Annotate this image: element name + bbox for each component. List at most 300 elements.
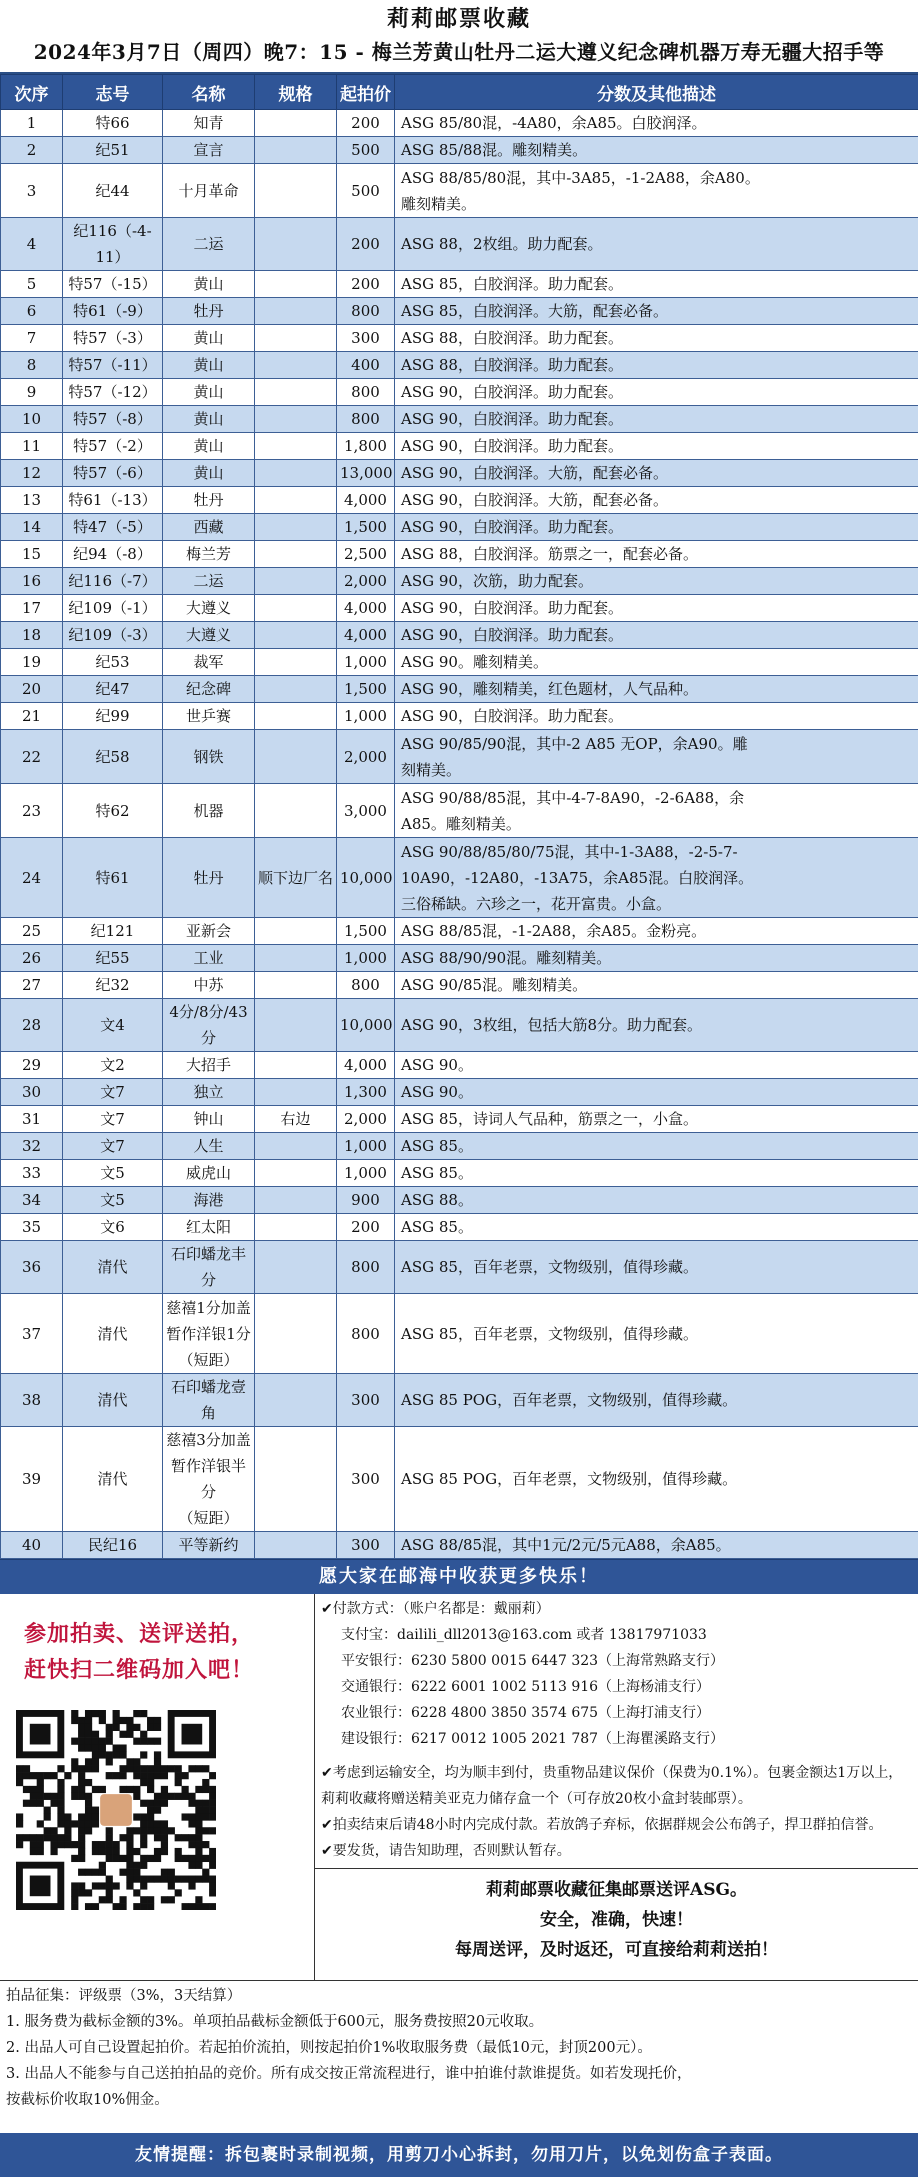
lot-name bbox=[163, 1160, 255, 1187]
lot-spec bbox=[255, 406, 337, 433]
lot-spec bbox=[255, 541, 337, 568]
lot-desc bbox=[395, 838, 918, 918]
lot-name-line: 红太阳 bbox=[166, 1214, 251, 1240]
lot-price: 1,500 bbox=[337, 514, 395, 541]
rule-line: 3. 出品人不能参与自己送拍拍品的竞价。所有成交按正常流程进行，谁中拍谁付款谁提货。如若发现托价， bbox=[6, 2061, 912, 2087]
table-row bbox=[1, 784, 918, 838]
lot-desc-line: ASG 85 POG，百年老票，文物级别，值得珍藏。 bbox=[401, 1387, 914, 1413]
lot-desc-line: ASG 85 POG，百年老票，文物级别，值得珍藏。 bbox=[401, 1466, 914, 1492]
lot-price: 200 bbox=[337, 218, 395, 271]
table-row bbox=[1, 918, 918, 945]
lot-code: 纪116（-7） bbox=[63, 568, 163, 595]
lot-desc bbox=[395, 487, 918, 514]
lot-price: 1,000 bbox=[337, 945, 395, 972]
lot-code: 民纪16 bbox=[63, 1532, 163, 1559]
lot-price: 4,000 bbox=[337, 487, 395, 514]
lot-name bbox=[163, 676, 255, 703]
lot-desc-line: ASG 85/80混，-4A80，余A85。白胶润泽。 bbox=[401, 110, 914, 136]
lot-desc-line: ASG 85/88混。雕刻精美。 bbox=[401, 137, 914, 163]
lot-spec bbox=[255, 999, 337, 1052]
lot-desc bbox=[395, 1133, 918, 1160]
lot-number: 24 bbox=[1, 838, 63, 918]
promo-text bbox=[0, 1594, 314, 1688]
lot-number: 12 bbox=[1, 460, 63, 487]
lot-name-line: 暂作洋银1分 bbox=[166, 1321, 251, 1347]
lot-name bbox=[163, 1214, 255, 1241]
lot-name-line: 独立 bbox=[166, 1079, 251, 1105]
lot-desc bbox=[395, 1241, 918, 1294]
table-row bbox=[1, 595, 918, 622]
lot-name bbox=[163, 1052, 255, 1079]
lot-desc-line: ASG 90/88/85/80/75混，其中-1-3A88，-2-5-7- bbox=[401, 839, 914, 865]
lot-desc-line: ASG 90，白胶润泽。助力配套。 bbox=[401, 514, 914, 540]
lot-code: 文2 bbox=[63, 1052, 163, 1079]
lot-name-line: 黄山 bbox=[166, 352, 251, 378]
lot-price: 1,300 bbox=[337, 1079, 395, 1106]
lot-number: 23 bbox=[1, 784, 63, 838]
lot-price: 10,000 bbox=[337, 838, 395, 918]
lot-spec bbox=[255, 568, 337, 595]
lot-table bbox=[0, 74, 918, 1559]
lot-spec bbox=[255, 1427, 337, 1532]
lot-name-line: 大遵义 bbox=[166, 595, 251, 621]
promo-line: 赶快扫二维码加入吧！ bbox=[24, 1652, 314, 1688]
table-row bbox=[1, 1374, 918, 1427]
header-spec: 规格 bbox=[255, 75, 337, 110]
lot-spec bbox=[255, 164, 337, 218]
lot-name bbox=[163, 730, 255, 784]
lot-code: 特57（-11） bbox=[63, 352, 163, 379]
lot-name-line: 十月革命 bbox=[166, 178, 251, 204]
lot-name bbox=[163, 1187, 255, 1214]
lot-name bbox=[163, 568, 255, 595]
table-row bbox=[1, 352, 918, 379]
table-row bbox=[1, 622, 918, 649]
lot-spec bbox=[255, 945, 337, 972]
asg-slogan bbox=[315, 1868, 918, 1980]
lot-desc-line: 三俗稀缺。六珍之一，花开富贵。小盒。 bbox=[401, 891, 914, 917]
lot-desc bbox=[395, 541, 918, 568]
lot-code: 特61（-9） bbox=[63, 298, 163, 325]
lot-name-line: 人生 bbox=[166, 1133, 251, 1159]
lot-number: 13 bbox=[1, 487, 63, 514]
lot-price: 10,000 bbox=[337, 999, 395, 1052]
lot-price: 800 bbox=[337, 972, 395, 999]
table-row bbox=[1, 1133, 918, 1160]
lot-number: 33 bbox=[1, 1160, 63, 1187]
lot-code: 纪116（-4-11） bbox=[63, 218, 163, 271]
table-row bbox=[1, 1052, 918, 1079]
lot-desc bbox=[395, 1079, 918, 1106]
lot-name-line: 黄山 bbox=[166, 433, 251, 459]
lot-desc-line: ASG 88/85/80混，其中-3A85，-1-2A88，余A80。 bbox=[401, 165, 914, 191]
lot-desc-line: ASG 90，白胶润泽。助力配套。 bbox=[401, 406, 914, 432]
lot-desc bbox=[395, 1160, 918, 1187]
table-row bbox=[1, 568, 918, 595]
lot-desc-line: ASG 88，白胶润泽。筋票之一，配套必备。 bbox=[401, 541, 914, 567]
lot-price: 200 bbox=[337, 271, 395, 298]
lot-spec bbox=[255, 1214, 337, 1241]
lot-name bbox=[163, 703, 255, 730]
table-row bbox=[1, 1214, 918, 1241]
lot-name-line: 知青 bbox=[166, 110, 251, 136]
header-code: 志号 bbox=[63, 75, 163, 110]
slogan-line: 安全，准确，快速！ bbox=[315, 1905, 918, 1935]
slogan-line: 每周送评，及时返还，可直接给莉莉送拍！ bbox=[315, 1935, 918, 1965]
lot-price: 800 bbox=[337, 1241, 395, 1294]
lot-desc-line: ASG 90/85/90混，其中-2 A85 无OP，余A90。雕 bbox=[401, 731, 914, 757]
lot-number: 37 bbox=[1, 1294, 63, 1374]
auction-rules bbox=[0, 1981, 918, 2133]
lot-number: 34 bbox=[1, 1187, 63, 1214]
lot-spec bbox=[255, 1532, 337, 1559]
lot-code: 特57（-8） bbox=[63, 406, 163, 433]
lot-desc bbox=[395, 622, 918, 649]
lot-price: 4,000 bbox=[337, 622, 395, 649]
payment-line: 平安银行：6230 5800 0015 6447 323（上海常熟路支行） bbox=[321, 1648, 912, 1674]
header-price: 起拍价 bbox=[337, 75, 395, 110]
lot-price: 1,000 bbox=[337, 703, 395, 730]
lot-table-body bbox=[1, 110, 918, 1559]
table-header-row bbox=[1, 75, 918, 110]
lot-price: 800 bbox=[337, 379, 395, 406]
lot-spec bbox=[255, 1079, 337, 1106]
lot-number: 15 bbox=[1, 541, 63, 568]
lot-desc-line: ASG 90，次筋，助力配套。 bbox=[401, 568, 914, 594]
lot-code: 清代 bbox=[63, 1294, 163, 1374]
lot-desc-line: ASG 90，白胶润泽。助力配套。 bbox=[401, 379, 914, 405]
lot-desc bbox=[395, 514, 918, 541]
lot-price: 800 bbox=[337, 406, 395, 433]
lot-name-line: 世乒赛 bbox=[166, 703, 251, 729]
table-row bbox=[1, 110, 918, 137]
lot-code: 纪109（-3） bbox=[63, 622, 163, 649]
payment-line: 农业银行：6228 4800 3850 3574 675（上海打浦支行） bbox=[321, 1700, 912, 1726]
lot-desc-line: ASG 90，白胶润泽。助力配套。 bbox=[401, 622, 914, 648]
lot-code: 文7 bbox=[63, 1133, 163, 1160]
lot-spec bbox=[255, 703, 337, 730]
lot-name-line: 慈禧1分加盖 bbox=[166, 1295, 251, 1321]
lot-desc bbox=[395, 1187, 918, 1214]
rule-line: 2. 出品人可自己设置起拍价。若起拍价流拍，则按起拍价1%收取服务费（最低10元，封顶200元）。 bbox=[6, 2035, 912, 2061]
lot-desc bbox=[395, 137, 918, 164]
lot-name-line: 牡丹 bbox=[166, 487, 251, 513]
lot-desc-line: A85。雕刻精美。 bbox=[401, 811, 914, 837]
payment-heading: ✔付款方式：（账户名都是：戴丽莉） bbox=[321, 1596, 912, 1622]
lot-desc-line: ASG 90，3枚组，包括大筋8分。助力配套。 bbox=[401, 1012, 914, 1038]
table-row bbox=[1, 1187, 918, 1214]
lot-name bbox=[163, 379, 255, 406]
lot-code: 文6 bbox=[63, 1214, 163, 1241]
lot-name bbox=[163, 487, 255, 514]
lot-desc-line: 刻精美。 bbox=[401, 757, 914, 783]
table-row bbox=[1, 164, 918, 218]
promo-panel bbox=[0, 1594, 315, 1980]
table-row bbox=[1, 379, 918, 406]
lot-spec bbox=[255, 1374, 337, 1427]
lot-name-line: 纪念碑 bbox=[166, 676, 251, 702]
lot-desc bbox=[395, 218, 918, 271]
lot-price: 1,800 bbox=[337, 433, 395, 460]
lot-name bbox=[163, 622, 255, 649]
table-row bbox=[1, 676, 918, 703]
lot-desc-line: ASG 88。 bbox=[401, 1187, 914, 1213]
lot-code: 纪47 bbox=[63, 676, 163, 703]
lot-name bbox=[163, 838, 255, 918]
lot-spec bbox=[255, 487, 337, 514]
rule-line: 按截标价收取10%佣金。 bbox=[6, 2087, 912, 2113]
lot-desc-line: ASG 88，白胶润泽。助力配套。 bbox=[401, 352, 914, 378]
header-order: 次序 bbox=[1, 75, 63, 110]
lot-name bbox=[163, 110, 255, 137]
lot-desc-line: ASG 85。 bbox=[401, 1214, 914, 1240]
lot-price: 800 bbox=[337, 298, 395, 325]
lot-code: 纪109（-1） bbox=[63, 595, 163, 622]
lot-spec bbox=[255, 325, 337, 352]
lot-price: 200 bbox=[337, 1214, 395, 1241]
lot-price: 500 bbox=[337, 137, 395, 164]
lot-desc bbox=[395, 649, 918, 676]
lot-name-line: 牡丹 bbox=[166, 298, 251, 324]
lot-desc bbox=[395, 1532, 918, 1559]
lot-price: 2,000 bbox=[337, 1106, 395, 1133]
lot-code: 文7 bbox=[63, 1106, 163, 1133]
table-row bbox=[1, 730, 918, 784]
lot-name bbox=[163, 541, 255, 568]
lot-name-line: 亚新会 bbox=[166, 918, 251, 944]
lot-name-line: 4分/8分/43分 bbox=[166, 999, 251, 1051]
lot-price: 1,000 bbox=[337, 1133, 395, 1160]
table-row bbox=[1, 433, 918, 460]
lot-number: 7 bbox=[1, 325, 63, 352]
qr-code[interactable] bbox=[16, 1710, 216, 1910]
lot-desc-line: ASG 90，白胶润泽。助力配套。 bbox=[401, 433, 914, 459]
lot-spec bbox=[255, 514, 337, 541]
lot-number: 19 bbox=[1, 649, 63, 676]
lot-desc bbox=[395, 298, 918, 325]
lot-price: 13,000 bbox=[337, 460, 395, 487]
lot-code: 文5 bbox=[63, 1160, 163, 1187]
lot-desc-line: ASG 85。 bbox=[401, 1133, 914, 1159]
table-row bbox=[1, 1106, 918, 1133]
table-row bbox=[1, 1427, 918, 1532]
lot-price: 800 bbox=[337, 1294, 395, 1374]
table-row bbox=[1, 460, 918, 487]
lot-desc-line: ASG 85，诗词人气品种，筋票之一，小盒。 bbox=[401, 1106, 914, 1132]
lot-desc-line: ASG 88/90/90混。雕刻精美。 bbox=[401, 945, 914, 971]
lot-price: 1,500 bbox=[337, 676, 395, 703]
lot-name bbox=[163, 325, 255, 352]
lot-name bbox=[163, 137, 255, 164]
lot-price: 4,000 bbox=[337, 595, 395, 622]
rule-line: 拍品征集：评级票（3%，3天结算） bbox=[6, 1983, 912, 2009]
lot-number: 28 bbox=[1, 999, 63, 1052]
payment-line: 支付宝：dailili_dll2013@163.com 或者 13817971033 bbox=[321, 1622, 912, 1648]
table-row bbox=[1, 137, 918, 164]
lot-number: 11 bbox=[1, 433, 63, 460]
lot-number: 38 bbox=[1, 1374, 63, 1427]
lot-name bbox=[163, 433, 255, 460]
lot-desc-line: ASG 88，2枚组。助力配套。 bbox=[401, 231, 914, 257]
lot-spec bbox=[255, 1133, 337, 1160]
lot-name bbox=[163, 271, 255, 298]
lot-name-line: 黄山 bbox=[166, 379, 251, 405]
lot-desc-line: ASG 90，白胶润泽。大筋，配套必备。 bbox=[401, 487, 914, 513]
lot-spec bbox=[255, 460, 337, 487]
lot-desc-line: ASG 90，雕刻精美，红色题材，人气品种。 bbox=[401, 676, 914, 702]
lot-desc-line: ASG 90，白胶润泽。助力配套。 bbox=[401, 703, 914, 729]
table-row bbox=[1, 1294, 918, 1374]
lot-desc-line: ASG 88/85混，其中1元/2元/5元A88，余A85。 bbox=[401, 1532, 914, 1558]
table-row bbox=[1, 325, 918, 352]
lot-spec bbox=[255, 676, 337, 703]
lot-price: 300 bbox=[337, 1374, 395, 1427]
page-title: 莉莉邮票收藏 bbox=[0, 0, 918, 34]
lot-code: 纪58 bbox=[63, 730, 163, 784]
lot-desc bbox=[395, 325, 918, 352]
lot-name-line: 黄山 bbox=[166, 325, 251, 351]
lot-code: 纪53 bbox=[63, 649, 163, 676]
table-row bbox=[1, 514, 918, 541]
lot-number: 8 bbox=[1, 352, 63, 379]
lot-name-line: 工业 bbox=[166, 945, 251, 971]
lot-number: 22 bbox=[1, 730, 63, 784]
lot-code: 特47（-5） bbox=[63, 514, 163, 541]
header-name: 名称 bbox=[163, 75, 255, 110]
note-item: ✔要发货，请告知助理，否则默认暂存。 bbox=[321, 1838, 912, 1864]
lot-code: 特61 bbox=[63, 838, 163, 918]
lot-name bbox=[163, 1106, 255, 1133]
lot-spec bbox=[255, 649, 337, 676]
lot-desc bbox=[395, 730, 918, 784]
lot-price: 200 bbox=[337, 110, 395, 137]
table-row bbox=[1, 298, 918, 325]
promo-line: 参加拍卖、送评送拍， bbox=[24, 1616, 314, 1652]
lot-price: 2,000 bbox=[337, 730, 395, 784]
lot-desc-line: ASG 85，百年老票，文物级别，值得珍藏。 bbox=[401, 1321, 914, 1347]
lot-desc bbox=[395, 784, 918, 838]
lot-desc bbox=[395, 972, 918, 999]
lot-desc bbox=[395, 676, 918, 703]
lot-name bbox=[163, 918, 255, 945]
lot-spec bbox=[255, 218, 337, 271]
lot-name bbox=[163, 945, 255, 972]
table-row bbox=[1, 271, 918, 298]
lot-code: 特57（-12） bbox=[63, 379, 163, 406]
lot-desc-line: ASG 85，白胶润泽。助力配套。 bbox=[401, 271, 914, 297]
shipping-notes bbox=[321, 1760, 912, 1864]
lot-desc bbox=[395, 164, 918, 218]
lot-number: 10 bbox=[1, 406, 63, 433]
payment-line: 交通银行：6222 6001 1002 5113 916（上海杨浦支行） bbox=[321, 1674, 912, 1700]
lot-desc-line: ASG 88/85混，-1-2A88，余A85。金粉亮。 bbox=[401, 918, 914, 944]
lot-desc bbox=[395, 406, 918, 433]
lot-name-line: 黄山 bbox=[166, 460, 251, 486]
table-row bbox=[1, 999, 918, 1052]
lot-number: 17 bbox=[1, 595, 63, 622]
happy-banner: 愿大家在邮海中收获更多快乐！ bbox=[0, 1559, 918, 1594]
table-row bbox=[1, 1241, 918, 1294]
footer-reminder: 友情提醒：拆包裹时录制视频，用剪刀小心拆封，勿用刀片，以免划伤盒子表面。 bbox=[0, 2133, 918, 2177]
lot-name-line: 石印蟠龙壹角 bbox=[166, 1374, 251, 1426]
lot-name-line: 裁军 bbox=[166, 649, 251, 675]
lot-name bbox=[163, 1294, 255, 1374]
lot-spec bbox=[255, 1241, 337, 1294]
lot-number: 40 bbox=[1, 1532, 63, 1559]
lot-desc-line: 雕刻精美。 bbox=[401, 191, 914, 217]
table-row bbox=[1, 1079, 918, 1106]
lot-number: 32 bbox=[1, 1133, 63, 1160]
lot-name bbox=[163, 999, 255, 1052]
lot-desc-line: ASG 85，白胶润泽。大筋，配套必备。 bbox=[401, 298, 914, 324]
lot-name-line: 黄山 bbox=[166, 271, 251, 297]
lot-name bbox=[163, 164, 255, 218]
auction-subtitle: 2024年3月7日（周四）晚7：15 - 梅兰芳黄山牡丹二运大遵义纪念碑机器万寿无疆大招手等 bbox=[0, 34, 918, 74]
lot-spec bbox=[255, 298, 337, 325]
lot-number: 6 bbox=[1, 298, 63, 325]
lot-name bbox=[163, 460, 255, 487]
lot-name-line: 机器 bbox=[166, 798, 251, 824]
lot-name-line: 海港 bbox=[166, 1187, 251, 1213]
lot-spec bbox=[255, 622, 337, 649]
lot-name-line: 牡丹 bbox=[166, 865, 251, 891]
lot-name-line: 大招手 bbox=[166, 1052, 251, 1078]
lot-price: 2,500 bbox=[337, 541, 395, 568]
lot-name bbox=[163, 972, 255, 999]
lot-code: 特57（-15） bbox=[63, 271, 163, 298]
lot-number: 2 bbox=[1, 137, 63, 164]
payment-panel bbox=[315, 1594, 918, 1980]
lot-number: 5 bbox=[1, 271, 63, 298]
lot-spec bbox=[255, 1294, 337, 1374]
lot-spec bbox=[255, 1187, 337, 1214]
lot-name-line: 中苏 bbox=[166, 972, 251, 998]
lot-name-line: 大遵义 bbox=[166, 622, 251, 648]
lot-code: 纪99 bbox=[63, 703, 163, 730]
lot-desc bbox=[395, 1294, 918, 1374]
lot-code: 纪55 bbox=[63, 945, 163, 972]
lot-number: 30 bbox=[1, 1079, 63, 1106]
lot-code: 特57（-3） bbox=[63, 325, 163, 352]
lot-spec bbox=[255, 1160, 337, 1187]
lot-desc bbox=[395, 918, 918, 945]
lot-name-line: 钟山 bbox=[166, 1106, 251, 1132]
table-row bbox=[1, 487, 918, 514]
lot-desc bbox=[395, 999, 918, 1052]
lot-number: 16 bbox=[1, 568, 63, 595]
lot-desc-line: ASG 90。雕刻精美。 bbox=[401, 649, 914, 675]
lot-spec bbox=[255, 730, 337, 784]
lot-name-line: 暂作洋银半分 bbox=[166, 1453, 251, 1505]
lot-spec bbox=[255, 352, 337, 379]
lot-number: 29 bbox=[1, 1052, 63, 1079]
lot-name bbox=[163, 1133, 255, 1160]
lot-desc-line: ASG 85，百年老票，文物级别，值得珍藏。 bbox=[401, 1254, 914, 1280]
info-section bbox=[0, 1594, 918, 1981]
table-row bbox=[1, 541, 918, 568]
lot-spec bbox=[255, 137, 337, 164]
lot-name bbox=[163, 649, 255, 676]
lot-desc-line: ASG 90/88/85混，其中-4-7-8A90，-2-6A88，余 bbox=[401, 785, 914, 811]
lot-name-line: 石印蟠龙丰分 bbox=[166, 1241, 251, 1293]
lot-desc bbox=[395, 460, 918, 487]
lot-price: 300 bbox=[337, 325, 395, 352]
lot-desc bbox=[395, 1214, 918, 1241]
lot-spec bbox=[255, 433, 337, 460]
table-row bbox=[1, 1160, 918, 1187]
lot-code: 特61（-13） bbox=[63, 487, 163, 514]
lot-number: 26 bbox=[1, 945, 63, 972]
